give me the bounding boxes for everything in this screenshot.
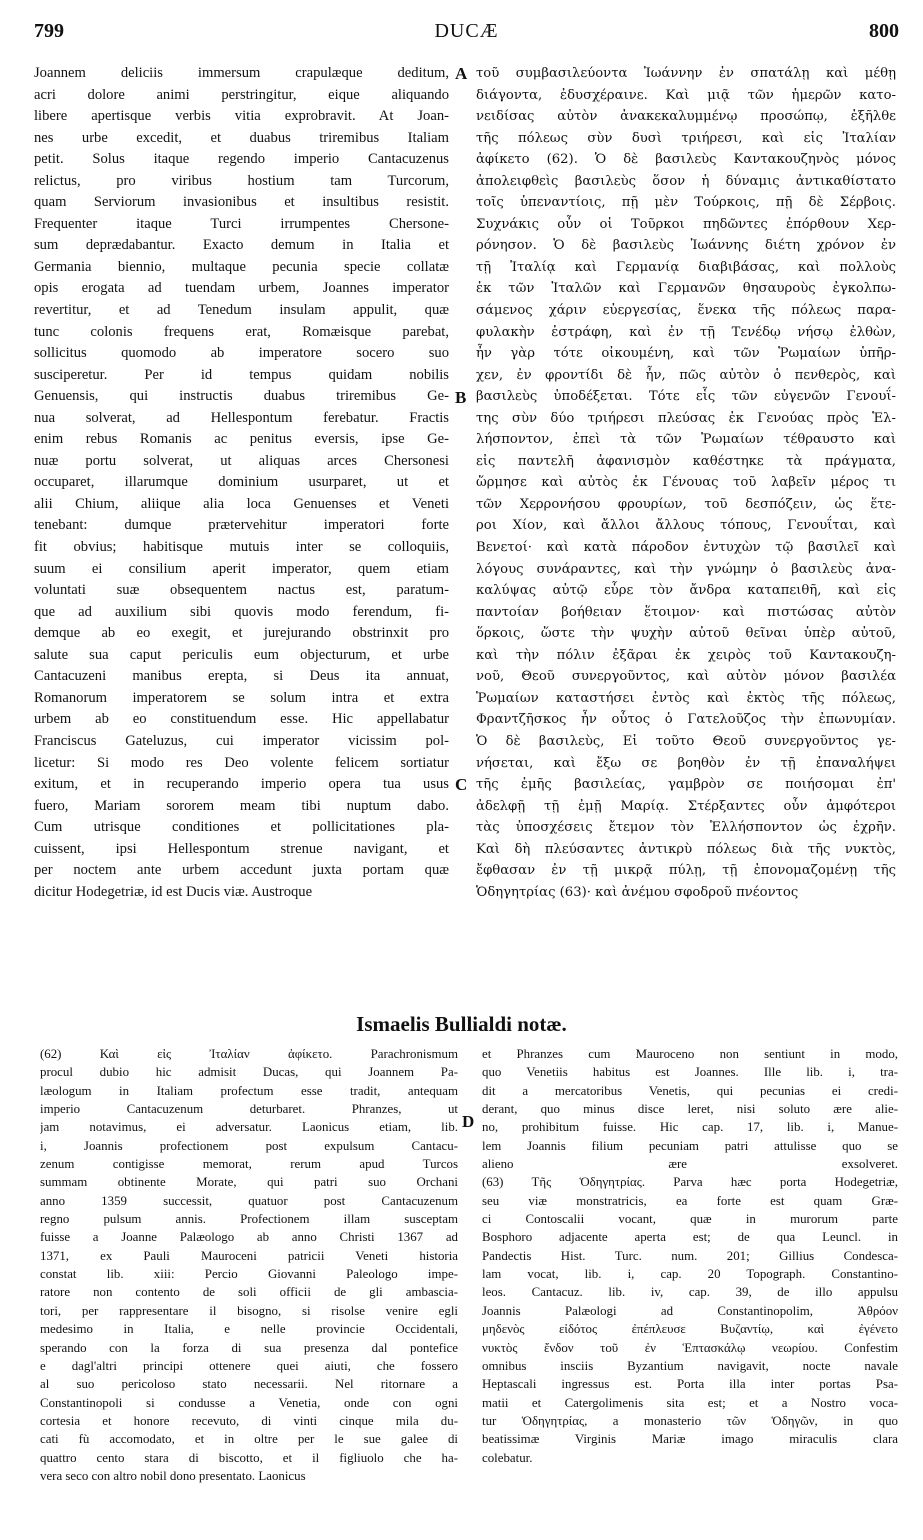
greek-text-line: νοῦ, Θεοῦ συνεργοῦντος, καὶ αὐτὸν μόνον βασιλέα — [476, 669, 896, 685]
margin-marker-a: A — [455, 64, 468, 83]
latin-text-line: nuæ portu solverat, ut aliquas arces Chersonesi — [34, 452, 449, 469]
greek-text-line: λήσποντον, ἐπεὶ τὰ τῶν Ῥωμαίων τέθραυστο καὶ — [476, 432, 896, 448]
latin-text-line: cuissent, ipsi Hellespontum strenue navigant, et — [34, 840, 449, 857]
note-line: tur Ὁδηγητρίας, a monasterio τῶν Ὁδηγῶν, in quo — [482, 1413, 898, 1428]
latin-text-line: demque ab eo exegit, et jurejurando obstrinxit pro — [34, 625, 449, 642]
note-line: dit a mercatoribus Venetis, qui pecunias ei credi- — [482, 1083, 898, 1098]
notes-title: Ismaelis Bullialdi notæ. — [356, 1012, 567, 1036]
margin-marker-b: B — [455, 388, 467, 407]
greek-text-line: νειδίσας αὐτὸν ἀνακεκαλυμμένῳ προσώπῳ, ἐξῆλθε — [476, 109, 896, 125]
greek-text-line: τῆς ἐμῆς βασιλείας, γαμβρὸν σε ποιήσομαι ἐπ' — [476, 777, 896, 793]
note-line: constat lib. xiii: Percio Giovanni Paleologo impe- — [40, 1267, 458, 1282]
greek-text-line: ἀπολειφθεὶς βασιλεὺς ὅσον ἡ δύναμις ἀντικαθίστατο — [476, 173, 896, 189]
latin-text-line: Joannem deliciis immersum crapulæque deditum, — [34, 65, 449, 81]
note-line: læologum in Italiam profectum esse tradit, antequam — [40, 1083, 458, 1098]
note-line: omnibus insciis Byzantium navigavit, nocte navale — [482, 1358, 898, 1373]
note-line: sperando con la forza di sua presenza dal pontefice — [40, 1340, 458, 1355]
latin-text-line: enim rebus Romanis ac penitus eversis, ipse Ge- — [34, 431, 449, 448]
greek-text-line: τῇ Ἰταλίᾳ καὶ Γερμανίᾳ διαβιβάσας, καὶ πολλοὺς — [476, 259, 896, 275]
latin-text-line: que ad auxilium sibi quovis modo ferendum, fi- — [34, 603, 449, 620]
note-line: 1371, ex Pauli Mauroceni patricii Veneti historia — [40, 1248, 458, 1263]
note-line: anno 1359 successit, quatuor post Cantacuzenum — [40, 1193, 458, 1208]
note-line: jam notavimus, ei adversatur. Laonicus etiam, lib. — [40, 1120, 458, 1135]
greek-text-line: χεν, ἐν φροντίδι δὲ ἦν, πῶς αὐτὸν ὁ πενθερὸς, καὶ — [476, 367, 896, 383]
latin-text-line: Romanorum imperatorem se solum intra et extra — [34, 689, 449, 706]
greek-text-line: διάγοντα, ἐδυσχέραινε. Καὶ μιᾷ τῶν ἡμερῶν κατο- — [476, 87, 896, 103]
latin-text-line: Genuensis, qui instructis duabus triremibus Ge- — [34, 388, 449, 405]
note-line: Bosphoro adjacente aperta est; de qua Leuncl. in — [482, 1230, 898, 1245]
note-line: lem Joannis filium pecuniam patri attulisse quo se — [482, 1138, 898, 1153]
note-line: procul dubio hic admisit Ducas, qui Joannem Pa- — [40, 1065, 458, 1080]
note-line: Constantinopoli si condusse a Venetia, onde con ogni — [40, 1395, 458, 1410]
greek-text-line: ὅρκοις, ὥστε τὴν ψυχὴν αὐτοῦ θεῖναι ὑπὲρ αὐτοῦ, — [476, 626, 896, 642]
latin-text-line: fuero, Mariam sororem meam tibi nuptum dabo. — [34, 797, 449, 814]
note-line: no, prohibitum fuisse. Hic cap. 17, lib. i, Manue- — [482, 1120, 898, 1135]
greek-text-line: βασιλεὺς ὑποδέξεται. Τότε εἷς τῶν εὐγενῶν Γενουΐ- — [476, 389, 896, 405]
note-line: νυκτὸς ἔνδον τοῦ ἐν Ἑπτασκάλῳ νεωρίου. Confestim — [482, 1340, 898, 1355]
margin-marker-c: C — [455, 775, 468, 794]
greek-text-line: Καὶ δὴ πλεύσαντες ἀντικρὺ πόλεως διὰ τῆς νυκτὸς, — [476, 841, 896, 857]
latin-text-line: Frequenter itaque Turci irrumpentes Chersone- — [34, 215, 449, 232]
greek-text-line: ροι Χίον, καὶ ἄλλοι ἄλλους τόπους, Γενουΐται, καὶ — [476, 518, 896, 534]
note-line: ratore non contento de soli officii de gli ambascia- — [40, 1285, 458, 1300]
latin-text-line: exitum, et in recuperando imperio opera tua usus — [34, 776, 449, 793]
greek-text-line: νήσεται, καὶ ἔξω σε βοηθὸν ἐν τῇ ἐπαναλήψει — [476, 755, 896, 771]
greek-text-line: ἐκ τῶν Ἰταλῶν καὶ Γερμανῶν θησαυροὺς ἐγκολπω- — [476, 281, 896, 297]
page-header — [34, 20, 899, 50]
greek-text-line: τοῦ συμβασιλεύοντα Ἰωάννην ἐν σπατάλῃ καὶ μέθῃ — [476, 66, 896, 81]
latin-text-line: tunc colonis frequens erat, Romæisque parebat, — [34, 323, 449, 340]
greek-text-line: ἀδελφῇ τῇ ἐμῇ Μαρίᾳ. Στέρξαντες οὖν ἀμφότεροι — [476, 798, 896, 814]
note-line: vera seco con altro nobil dono presentato. Laonicus — [40, 1468, 306, 1483]
latin-text-line: Germania biennio, multaque pecunia specie collatæ — [34, 258, 449, 275]
note-line: lam vocat, lib. i, cap. 20 Topograph. Constantino- — [482, 1267, 898, 1282]
latin-text-line: sollicitus quomodo ab imperatore socero suo — [34, 345, 449, 362]
latin-text-line: susciperetur. Per id tempus quidam nobilis — [34, 366, 449, 383]
greek-text-line: σάμενος χάριν εὐεργεσίας, ἕνεκα τῆς πόλεως παρα- — [476, 303, 896, 319]
note-line: (63) Τῆς Ὁδηγητρίας. Parva hæc porta Hodegetriæ, — [482, 1175, 898, 1190]
note-line: e dagl'altri principi ottenere quei aiuti, che fossero — [40, 1358, 458, 1373]
note-line: beatissimæ Virginis Mariæ imago miraculis clara — [482, 1432, 898, 1447]
notes-left-column — [40, 1045, 458, 1485]
note-line: al suo pericoloso stato necessarii. Nel ritornare a — [40, 1377, 458, 1392]
note-line: (62) Καὶ εἰς Ἰταλίαν ἀφίκετο. Parachronismum — [40, 1047, 458, 1061]
note-line: cati fù accomodato, et in oltre per le sue galee di — [40, 1432, 458, 1447]
note-line: fuisse a Joanne Palæologo ab anno Christi 1367 ad — [40, 1230, 458, 1245]
running-title: DUCÆ — [434, 20, 499, 42]
greek-text-line: Ὁδηγητρίας (63)· καὶ ἀνέμου σφοδροῦ πνέοντος — [476, 884, 799, 900]
latin-text-line: nes urbe excedit, et duabus triremibus Italiam — [34, 129, 449, 146]
greek-text-line: ἀφίκετο (62). Ὁ δὲ βασιλεὺς Καντακουζηνὸς μόνος — [476, 152, 896, 168]
note-line: seu viæ monstratricis, ea forte est quam Græ- — [482, 1193, 898, 1208]
note-line: ci Contoscalii vocant, quæ in murorum parte — [482, 1212, 898, 1227]
latin-text-line: fit obvius; habitisque mutuis inter se colloquiis, — [34, 539, 449, 556]
greek-text-line: ὥρμησε καὶ αὐτὸς ἐκ Γένουας τοῦ λαβεῖν μέρος τι — [476, 475, 896, 491]
note-line: quo Venetiis habitus est Joannes. Ille lib. i, tra- — [482, 1065, 898, 1080]
note-line: Heptascali ingressus est. Porta illa inter portas Psa- — [482, 1377, 898, 1392]
latin-column — [34, 63, 449, 903]
latin-text-line: Cantacuzeni manibus erepta, si Deus ita annuat, — [34, 668, 449, 685]
latin-text-line: per noctem ante urbem accedunt juxta portam quæ — [34, 862, 449, 879]
note-line: cortesia et honore recevuto, di vinti cinque mila du- — [40, 1413, 458, 1428]
latin-text-line: nua solverat, ad Hellespontum ferebatur. Fractis — [34, 409, 449, 426]
greek-text-line: καλύψας αὐτῷ εὗρε τὸν ἄνδρα καταπειθῆ, καὶ εἰς — [476, 583, 896, 599]
note-line: alieno ære exsolveret. — [482, 1157, 898, 1172]
note-line: matii et Catergolimenis sita est; et a Nostro voca- — [482, 1395, 898, 1410]
note-line: i, Joannis profectionem post expulsum Cantacu- — [40, 1138, 458, 1153]
note-line: zenum contigisse memorat, rerum apud Turcos — [40, 1157, 458, 1172]
latin-text-line: petit. Solus itaque regendo imperio Cantacuzenus — [34, 151, 449, 168]
latin-text-line: alii Chium, aliique alia loca Genuenses et Veneti — [34, 495, 449, 512]
note-line: Pandectis Hist. Turc. num. 201; Gillius Condesca- — [482, 1248, 898, 1263]
greek-text-line: Βενετοί· καὶ κατὰ πάροδον ἐντυχὼν τῷ βασιλεῖ καὶ — [476, 540, 896, 556]
latin-text-line: salute sua caput periculis eum objecturum, et urbe — [34, 646, 449, 663]
page-number-left: 799 — [34, 20, 64, 42]
note-line: derant, quo minus disce leret, nisi soluto ære alie- — [482, 1102, 898, 1117]
latin-text-line: licetur: Si modo res Deo volente felicem sortiatur — [34, 754, 449, 771]
latin-text-line: urbem ab eo constituendum esse. Hic appellabatur — [34, 711, 449, 728]
latin-text-line: revertitur, et ad Tenedum insulam appulit, quæ — [34, 302, 449, 319]
greek-text-line: τὰς ὑποσχέσεις ἔτεμον τὸν Ἑλλήσποντον ὡς ἐχρῆν. — [476, 820, 896, 836]
latin-text-line: dicitur Hodegetriæ, id est Ducis viæ. Austroque — [34, 883, 313, 900]
note-line: medesimo in Italia, e nelle provincie Occidentali, — [40, 1322, 458, 1337]
greek-text-line: της σὺν δύο τριήρεσι πλεύσας ἐκ Γενούας πρὸς Ἑλ- — [476, 410, 896, 426]
latin-text-line: suum ei consilium aperit imperator, quem etiam — [34, 560, 449, 577]
note-line: summam obtinente Morate, qui patri suo Orchani — [40, 1175, 458, 1190]
greek-text-line: τῶν Χερρονήσου φρουρίων, τοῦ δεσπόζειν, ὡς ἕτε- — [476, 496, 896, 512]
greek-text-line: καὶ τὴν πόλιν ἐξᾶραι ἐκ χειρὸς τοῦ Καντακουζη- — [476, 647, 896, 663]
note-line: leos. Cantacuz. lib. iv, cap. 39, de illo appulsu — [482, 1285, 898, 1300]
greek-text-line: εἰς παντελῆ ἀφανισμὸν καθέστηκε τὰ πράγματα, — [476, 453, 896, 469]
latin-text-line: voluntati suæ obsequentem nactus est, paratum- — [34, 582, 449, 599]
note-line: colebatur. — [482, 1450, 533, 1465]
page-number-right: 800 — [869, 20, 899, 42]
note-line: et Phranzes cum Mauroceno non sentiunt in modo, — [482, 1047, 898, 1061]
note-line: tori, per rappresentare il bisogno, si risolse venire egli — [40, 1303, 458, 1318]
latin-text-line: Cum utrisque conditiones et pollicitationes pla- — [34, 819, 449, 836]
greek-text-line: Φραντζῆσκος ἦν οὗτος ὁ Γατελοῦζος τὴν ἐπωνυμίαν. — [476, 712, 896, 728]
greek-text-line: ἔφθασαν ἐν τῇ μικρᾷ πύλῃ, τῇ ἐπονομαζομένῃ τῆς — [476, 863, 896, 879]
greek-text-line: φυλακὴν ἐστράφη, καὶ ἐν τῇ Τενέδῳ νήσῳ ἐλθὼν, — [476, 324, 896, 340]
note-line: imperio Cantacuzenum deturbaret. Phranzes, ut — [40, 1102, 458, 1117]
latin-text-line: occuparet, illarumque dominium usurparet, ut et — [34, 474, 449, 491]
latin-text-line: Franciscus Gateluzus, cui imperator vicissim pol- — [34, 732, 449, 749]
greek-text-line: Ὁ δὲ βασιλεὺς, Εἰ τοῦτο Θεοῦ συνεργοῦντος γε- — [476, 733, 896, 749]
notes-right-column — [482, 1045, 898, 1467]
greek-text-line: ρόνησον. Ὁ δὲ βασιλεὺς Ἰωάννης διέτη χρόνον ἐν — [476, 238, 896, 254]
greek-text-line: ἦν γὰρ τότε οἰκουμένη, καὶ τῶν Ῥωμαίων ὑπῆρ- — [476, 346, 896, 362]
latin-text-line: opis erogata ad tuendam urbem, Joannes imperator — [34, 280, 449, 297]
latin-text-line: tenebant: dumque prætervehitur imperatori forte — [34, 517, 449, 534]
greek-column — [476, 63, 896, 903]
greek-text-line: παντοίαν βοήθειαν ἕτοιμον· καὶ πιστώσας αὐτὸν — [476, 604, 896, 620]
greek-text-line: λόγους συνάραντες, καὶ τὴν γνώμην ὁ βασιλεὺς ἀνα- — [476, 561, 896, 577]
note-line: regno pulsum annis. Profectionem illam susceptam — [40, 1212, 458, 1227]
latin-text-line: acri dolore animi perstringitur, eique aliquando — [34, 86, 449, 103]
greek-text-line: Ῥωμαίων καταστήσει ἐντὸς καὶ ἐκτὸς τῆς πόλεως, — [476, 690, 896, 706]
margin-marker-d: D — [462, 1112, 475, 1131]
note-line: Joannis Palæologi ad Constantinopolim, Ἀθρόον — [482, 1303, 898, 1318]
greek-text-line: Συχνάκις οὖν οἱ Τοῦρκοι πηδῶντες ἐπόρθουν Χερ- — [476, 216, 896, 232]
latin-text-line: relictus, pro viribus hostium tam Turcorum, — [34, 172, 449, 189]
latin-text-line: sum deprædabantur. Exacto demum in Italia et — [34, 237, 449, 254]
note-line: quattro cento stara di biscotto, et il figliuolo che ha- — [40, 1450, 458, 1465]
latin-text-line: libere apertisque verbis vitia exprobravit. At Joan- — [34, 108, 449, 125]
note-line: μηδενὸς εἰδότος ἐπέπλευσε Βυζαντίῳ, καὶ ἐγένετο — [482, 1322, 898, 1337]
latin-text-line: quam Serviorum invasionibus et insultibus resistit. — [34, 194, 449, 211]
greek-text-line: τῆς πόλεως σὺν δυσὶ τριήρεσι, καὶ εἰς Ἰταλίαν — [476, 130, 896, 146]
greek-text-line: τοῖς ὑπεναντίοις, πῇ μὲν Τούρκοις, πῇ δὲ Σέρβοις. — [476, 195, 896, 211]
